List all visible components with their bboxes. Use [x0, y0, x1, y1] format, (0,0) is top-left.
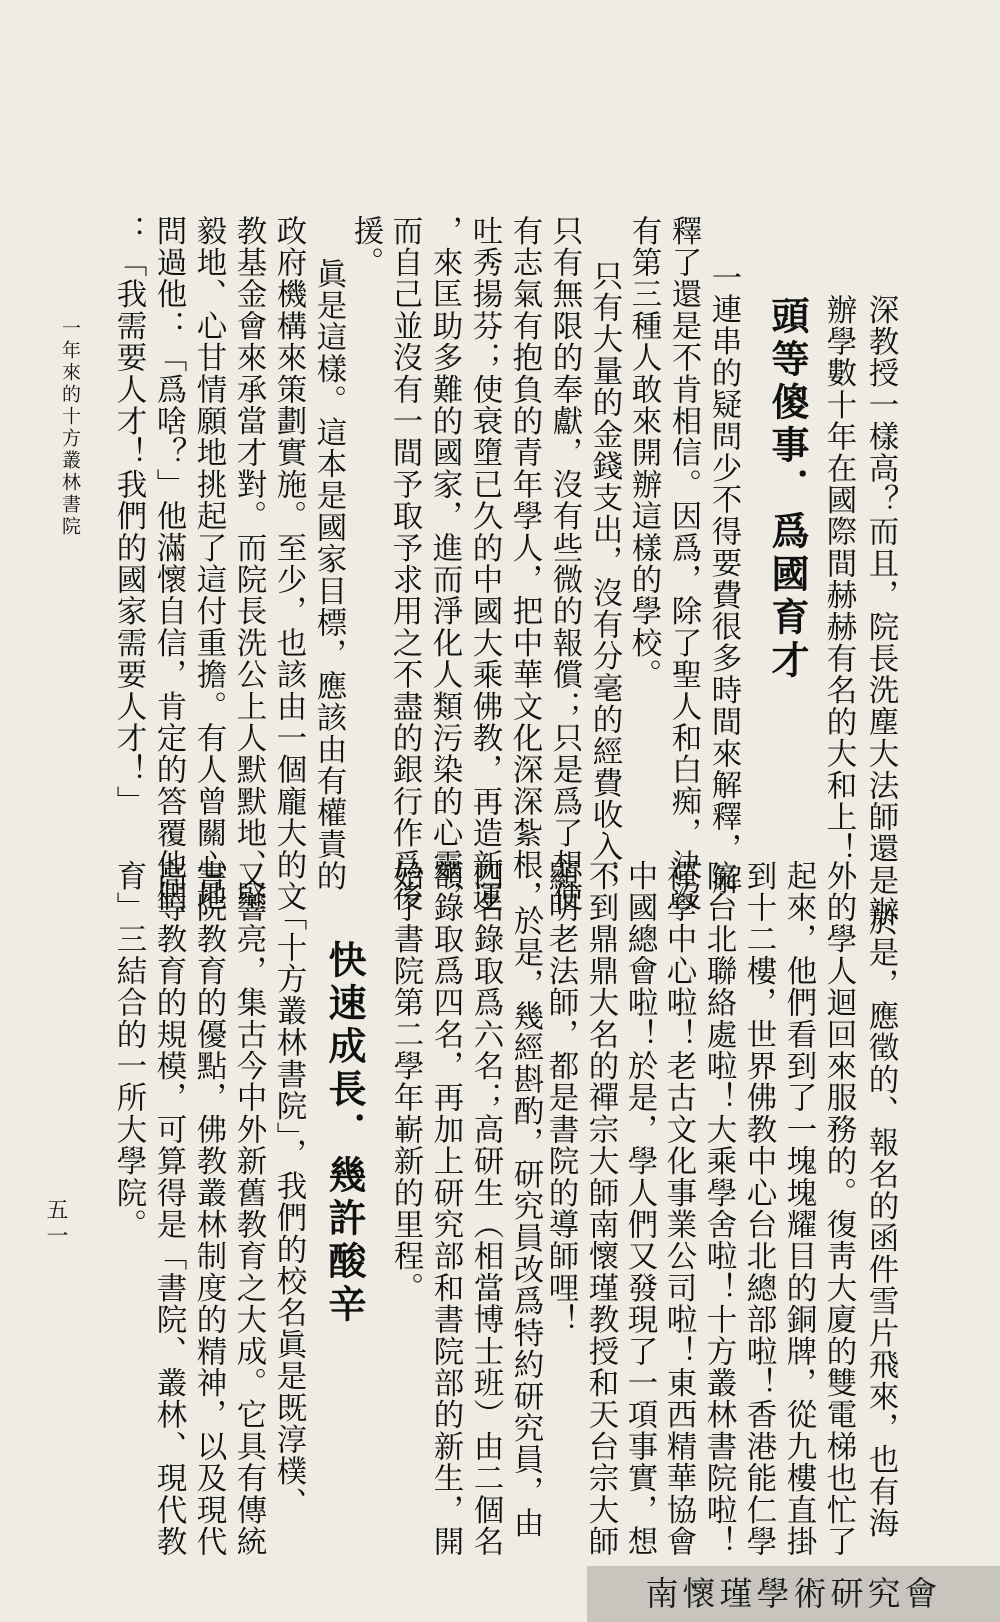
text-column: 援。 — [348, 215, 383, 279]
text-column: 起來，他們看到了一塊塊耀目的銅牌，從九樓直掛 — [781, 860, 816, 1558]
text-column: 又響亮，集古今中外新舊教育之大成。它具有傳統 — [231, 860, 266, 1558]
section-heading: 頭等傻事．爲國育才 — [765, 296, 809, 683]
text-column: 顯明老法師，都是書院的導師哩！ — [543, 860, 578, 1336]
text-column: 額錄取爲四名，再加上研究部和書院部的新生，開 — [428, 860, 463, 1558]
text-column: 政府機構來策劃實施。至少，也該由一個龐大的文 — [271, 215, 306, 913]
text-column: 教基金會來承當才對。而院長洗公上人默默地、堅 — [231, 215, 266, 913]
text-column: 育」三結合的一所大學院。 — [111, 860, 146, 1241]
text-column: 始了書院第二學年嶄新的里程。 — [388, 860, 423, 1304]
text-column: 院台北聯絡處啦！大乘學舍啦！十方叢林書院啦！ — [701, 860, 736, 1558]
text-column: 不到鼎鼎大名的禪宗大師南懷瑾教授和天台宗大師 — [583, 860, 618, 1558]
text-column: 眞是這樣。這本是國家目標，應該由有權責的 — [311, 258, 346, 892]
text-column: 四名錄取爲六名；高研生（相當博士班）由二個名 — [468, 860, 503, 1558]
text-column: 只有無限的奉獻，沒有些微的報償；只是爲了想使 — [547, 215, 582, 913]
text-column: ，來匡助多難的國家，進而淨化人類污染的心靈， — [427, 215, 462, 913]
text-column: 「十方叢林書院」，我們的校名眞是既淳樸、 — [271, 900, 306, 1519]
text-column: 到十二樓，世界佛教中心台北總部啦！香港能仁學 — [741, 860, 776, 1558]
watermark-label: 南懷瑾學術研究會 — [587, 1566, 1000, 1622]
text-column: 釋了還是不肯相信。因爲，除了聖人和白痴，決沒 — [666, 215, 701, 913]
text-column: 而自己並沒有一間予取予求用之不盡的銀行作爲後 — [387, 215, 422, 913]
text-column: 吐秀揚芬；使衰墮已久的中國大乘佛教，再造新運 — [467, 215, 502, 913]
text-column: 高等教育的規模，可算得是「書院、叢林、現代教 — [151, 860, 186, 1558]
section-heading: 快速成長．幾許酸辛 — [322, 940, 366, 1327]
text-column: 一連串的疑問少不得要費很多時間來解釋，解 — [706, 262, 741, 896]
text-column: ：「我需要人才！我們的國家需要人才！」 — [111, 215, 146, 818]
text-column: 辦學數十年在國際間赫赫有名的大和上！ — [821, 294, 856, 865]
text-column: 毅地、心甘情願地挑起了這付重擔。有人曾關心地 — [191, 215, 226, 913]
text-column: 外的學人迴回來服務的。復靑大廈的雙電梯也忙了 — [821, 860, 856, 1558]
text-column: 有志氣有抱負的青年學人，把中華文化深深紮根， — [507, 215, 542, 913]
text-column: 問過他：「爲啥？」他滿懷自信，肯定的答覆他們 — [151, 215, 186, 913]
text-column: 書院教育的優點，佛教叢林制度的精神，以及現代 — [191, 860, 226, 1558]
text-column: 禪學中心啦！老古文化事業公司啦！東西精華協會 — [661, 860, 696, 1558]
text-column: 深教授一樣高？而且，院長洗塵大法師還是辦 — [863, 294, 898, 928]
page-number: 五一 — [43, 1198, 68, 1250]
text-column: 於是，應徵的、報名的函件雪片飛來，也有海 — [863, 905, 898, 1539]
text-column: 只有大量的金錢支出，沒有分毫的經費收入； — [587, 260, 622, 894]
text-column: 中國總會啦！於是，學人們又發現了一項事實，想 — [622, 860, 657, 1558]
text-column: 於是，幾經斟酌，研究員改爲特約研究員，由 — [508, 905, 543, 1539]
running-header: 一年來的十方叢林書院 — [59, 318, 81, 538]
text-column: 有第三種人敢來開辦這樣的學校。 — [626, 215, 661, 691]
